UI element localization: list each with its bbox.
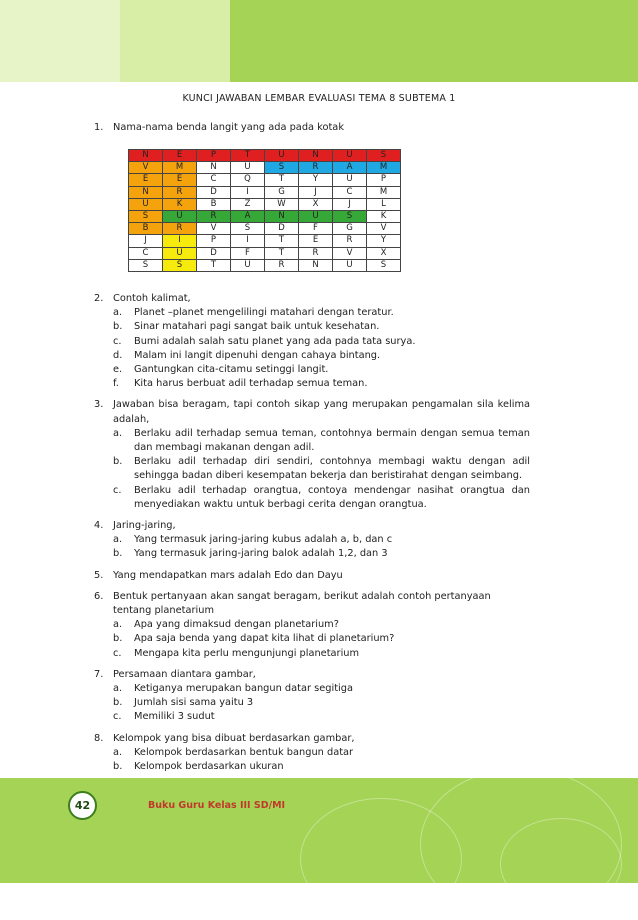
- question-text: Persamaan diantara gambar,: [113, 668, 256, 680]
- grid-cell: N: [299, 259, 333, 271]
- answer-item-label: c.: [113, 711, 122, 723]
- grid-cell: C: [333, 186, 367, 198]
- grid-cell: I: [231, 186, 265, 198]
- grid-cell: W: [265, 198, 299, 210]
- grid-cell: S: [129, 210, 163, 222]
- question-number: 2.: [94, 293, 104, 304]
- question-6: [94, 590, 530, 661]
- grid-cell: K: [163, 198, 197, 210]
- grid-cell: C: [197, 174, 231, 186]
- grid-cell: V: [197, 223, 231, 235]
- grid-cell: T: [231, 150, 265, 162]
- answer-item-text: Jumlah sisi sama yaitu 3: [134, 697, 254, 709]
- question-text: Bentuk pertanyaan akan sangat beragam, berikut adalah contoh pertanyaan tentang planetarium: [113, 590, 491, 617]
- grid-cell: U: [163, 247, 197, 259]
- question-number: 4.: [94, 520, 104, 532]
- answer-item-label: c.: [113, 647, 122, 659]
- grid-row: [129, 223, 401, 235]
- answer-item-label: b.: [113, 456, 123, 468]
- question-number: 6.: [94, 590, 104, 602]
- grid-cell: J: [333, 198, 367, 210]
- question-text: Nama-nama benda langit yang ada pada kotak: [113, 122, 344, 133]
- grid-cell: V: [367, 223, 401, 235]
- grid-cell: R: [163, 186, 197, 198]
- grid-cell: U: [299, 210, 333, 222]
- answer-item: [113, 377, 530, 391]
- answer-item-text: Bumi adalah salah satu planet yang ada pada tata surya.: [134, 335, 416, 347]
- header-band-dark: [230, 0, 638, 82]
- grid-cell: Q: [231, 174, 265, 186]
- grid-cell: D: [197, 247, 231, 259]
- answer-item: [113, 682, 530, 696]
- grid-cell: N: [299, 150, 333, 162]
- question-number: 5.: [94, 569, 104, 581]
- question-text: Kelompok yang bisa dibuat berdasarkan gambar,: [113, 732, 355, 744]
- grid-cell: E: [163, 174, 197, 186]
- question-8: [94, 732, 530, 775]
- question-text: Contoh kalimat,: [113, 293, 191, 304]
- grid-cell: E: [129, 174, 163, 186]
- answer-item-text: Kita harus berbuat adil terhadap semua teman.: [134, 378, 368, 390]
- answer-item: [113, 547, 530, 561]
- grid-cell: T: [197, 259, 231, 271]
- grid-cell: U: [333, 174, 367, 186]
- grid-cell: T: [265, 247, 299, 259]
- question-4: [94, 519, 530, 562]
- question-2: [94, 292, 530, 391]
- grid-cell: B: [129, 223, 163, 235]
- answer-item: [113, 696, 530, 710]
- grid-cell: Z: [231, 198, 265, 210]
- answer-items: [113, 306, 530, 391]
- answer-item: [113, 746, 530, 760]
- question-number: 1.: [94, 122, 104, 133]
- grid-row: [129, 162, 401, 174]
- grid-cell: M: [163, 162, 197, 174]
- answer-item-label: a.: [113, 746, 123, 758]
- answer-item-text: Berlaku adil terhadap semua teman, contohnya bermain dengan semua teman dan membagi makanan dengan adil.: [134, 427, 530, 454]
- answer-item-text: Yang termasuk jaring-jaring kubus adalah a, b, dan c: [134, 534, 393, 546]
- question-number: 8.: [94, 732, 104, 744]
- answer-item-label: b.: [113, 633, 123, 645]
- grid-cell: R: [197, 210, 231, 222]
- decorative-swirl: [500, 818, 622, 910]
- grid-cell: A: [333, 162, 367, 174]
- answer-item-text: Memiliki 3 sudut: [134, 711, 215, 723]
- grid-cell: X: [367, 247, 401, 259]
- answer-item-label: e.: [113, 364, 123, 376]
- answer-items: [113, 427, 530, 512]
- answer-item-label: b.: [113, 761, 123, 773]
- question-5: [94, 569, 530, 583]
- answer-items: [113, 746, 530, 774]
- answer-item-label: b.: [113, 697, 123, 709]
- grid-row: [129, 210, 401, 222]
- answer-item-label: a.: [113, 534, 123, 546]
- grid-cell: U: [333, 150, 367, 162]
- answer-item: [113, 710, 530, 724]
- grid-cell: F: [299, 223, 333, 235]
- grid-cell: G: [333, 223, 367, 235]
- answer-item: [113, 484, 530, 512]
- header-band-mid: [120, 0, 230, 82]
- grid-row: [129, 186, 401, 198]
- answer-item: [113, 533, 530, 547]
- grid-cell: C: [129, 247, 163, 259]
- grid-cell: I: [231, 235, 265, 247]
- grid-cell: S: [333, 210, 367, 222]
- book-title: Buku Guru Kelas III SD/MI: [148, 800, 286, 811]
- grid-cell: U: [333, 259, 367, 271]
- answer-item: [113, 335, 530, 349]
- answer-item-label: a.: [113, 619, 123, 631]
- grid-cell: I: [163, 235, 197, 247]
- grid-cell: U: [265, 150, 299, 162]
- grid-cell: S: [129, 259, 163, 271]
- grid-cell: N: [197, 162, 231, 174]
- grid-cell: U: [163, 210, 197, 222]
- grid-cell: S: [367, 259, 401, 271]
- grid-row: [129, 259, 401, 271]
- answer-item-label: f.: [113, 378, 119, 390]
- answer-item: [113, 760, 530, 774]
- grid-cell: L: [367, 198, 401, 210]
- answer-item-label: a.: [113, 683, 123, 695]
- grid-cell: N: [265, 210, 299, 222]
- grid-cell: V: [129, 162, 163, 174]
- grid-cell: T: [265, 174, 299, 186]
- answer-item-text: Berlaku adil terhadap orangtua, contoya mendengar nasihat orangtua dan menyediakan waktu untuk berbagi cerita dengan orangtua.: [134, 484, 530, 510]
- grid-cell: S: [163, 259, 197, 271]
- answer-item-label: a.: [113, 307, 123, 319]
- grid-cell: X: [299, 198, 333, 210]
- answer-item: [113, 455, 530, 483]
- grid-cell: U: [231, 259, 265, 271]
- grid-row: [129, 150, 401, 162]
- footer-band: [0, 778, 638, 883]
- grid-cell: N: [129, 150, 163, 162]
- grid-cell: Y: [299, 174, 333, 186]
- grid-cell: P: [197, 150, 231, 162]
- answer-item: [113, 306, 530, 320]
- answer-item: [113, 632, 530, 646]
- question-text: Jawaban bisa beragam, tapi contoh sikap yang merupakan pengamalan sila kelima adalah,: [113, 399, 530, 425]
- answer-item: [113, 349, 530, 363]
- answer-item-text: Apa saja benda yang dapat kita lihat di planetarium?: [134, 633, 395, 645]
- grid-cell: J: [129, 235, 163, 247]
- grid-row: [129, 235, 401, 247]
- answer-items: [113, 682, 530, 725]
- grid-cell: R: [299, 162, 333, 174]
- grid-cell: R: [163, 223, 197, 235]
- question-3: [94, 398, 530, 512]
- answer-item-label: c.: [113, 335, 122, 347]
- grid-cell: E: [299, 235, 333, 247]
- answer-item: [113, 320, 530, 334]
- grid-cell: S: [265, 162, 299, 174]
- grid-row: [129, 247, 401, 259]
- grid-cell: R: [265, 259, 299, 271]
- grid-cell: M: [367, 186, 401, 198]
- question-7: [94, 668, 530, 725]
- question-text: Yang mendapatkan mars adalah Edo dan Dayu: [113, 569, 343, 581]
- page-number: 42: [68, 791, 97, 820]
- answer-item-text: Kelompok berdasarkan ukuran: [134, 761, 284, 773]
- answer-item: [113, 363, 530, 377]
- grid-row: [129, 198, 401, 210]
- answer-item: [113, 427, 530, 455]
- answer-item-text: Gantungkan cita-citamu setinggi langit.: [134, 364, 329, 376]
- question-number: 3.: [94, 399, 104, 411]
- answer-item-text: Kelompok berdasarkan bentuk bangun datar: [134, 746, 354, 758]
- grid-cell: E: [163, 150, 197, 162]
- answer-item-label: c.: [113, 484, 122, 496]
- grid-cell: U: [231, 162, 265, 174]
- page-title: KUNCI JAWABAN LEMBAR EVALUASI TEMA 8 SUBTEMA 1: [182, 93, 456, 104]
- question-1: [94, 121, 530, 149]
- grid-cell: J: [299, 186, 333, 198]
- answer-item: [113, 618, 530, 632]
- answer-item-label: b.: [113, 548, 123, 560]
- grid-cell: R: [333, 235, 367, 247]
- question-text: Jaring-jaring,: [113, 520, 176, 532]
- grid-cell: P: [197, 235, 231, 247]
- answer-item-text: Sinar matahari pagi sangat baik untuk kesehatan.: [134, 321, 380, 333]
- grid-cell: M: [367, 162, 401, 174]
- grid-cell: T: [265, 235, 299, 247]
- answer-item: [113, 647, 530, 661]
- grid-cell: F: [231, 247, 265, 259]
- grid-row: [129, 174, 401, 186]
- word-search-grid: [128, 149, 401, 272]
- grid-cell: S: [231, 223, 265, 235]
- grid-cell: V: [333, 247, 367, 259]
- answer-item-label: b.: [113, 321, 123, 333]
- grid-cell: D: [197, 186, 231, 198]
- grid-cell: S: [367, 150, 401, 162]
- answer-item-text: Yang termasuk jaring-jaring balok adalah 1,2, dan 3: [134, 548, 388, 560]
- answer-item-text: Apa yang dimaksud dengan planetarium?: [134, 619, 339, 631]
- header-band: [0, 0, 638, 82]
- grid-cell: G: [265, 186, 299, 198]
- answer-item-label: a.: [113, 427, 123, 439]
- answer-item-text: Berlaku adil terhadap diri sendiri, contohnya membagi waktu dengan adil sehingga badan diberi kesempatan bekerja dan beristirahat dengan seimbang.: [134, 456, 530, 482]
- grid-cell: D: [265, 223, 299, 235]
- answer-item-text: Planet –planet mengelilingi matahari dengan teratur.: [134, 307, 394, 319]
- grid-cell: A: [231, 210, 265, 222]
- grid-cell: P: [367, 174, 401, 186]
- grid-cell: R: [299, 247, 333, 259]
- answer-items: [113, 533, 530, 561]
- answer-item-text: Mengapa kita perlu mengunjungi planetarium: [134, 647, 360, 659]
- grid-cell: N: [129, 186, 163, 198]
- grid-cell: U: [129, 198, 163, 210]
- header-band-light: [0, 0, 120, 82]
- grid-cell: Y: [367, 235, 401, 247]
- question-number: 7.: [94, 668, 104, 680]
- grid-cell: B: [197, 198, 231, 210]
- answer-item-text: Malam ini langit dipenuhi dengan cahaya bintang.: [134, 349, 381, 361]
- answer-item-label: d.: [113, 349, 123, 361]
- grid-cell: K: [367, 210, 401, 222]
- answer-item-text: Ketiganya merupakan bangun datar segitiga: [134, 683, 353, 695]
- answer-items: [113, 618, 530, 661]
